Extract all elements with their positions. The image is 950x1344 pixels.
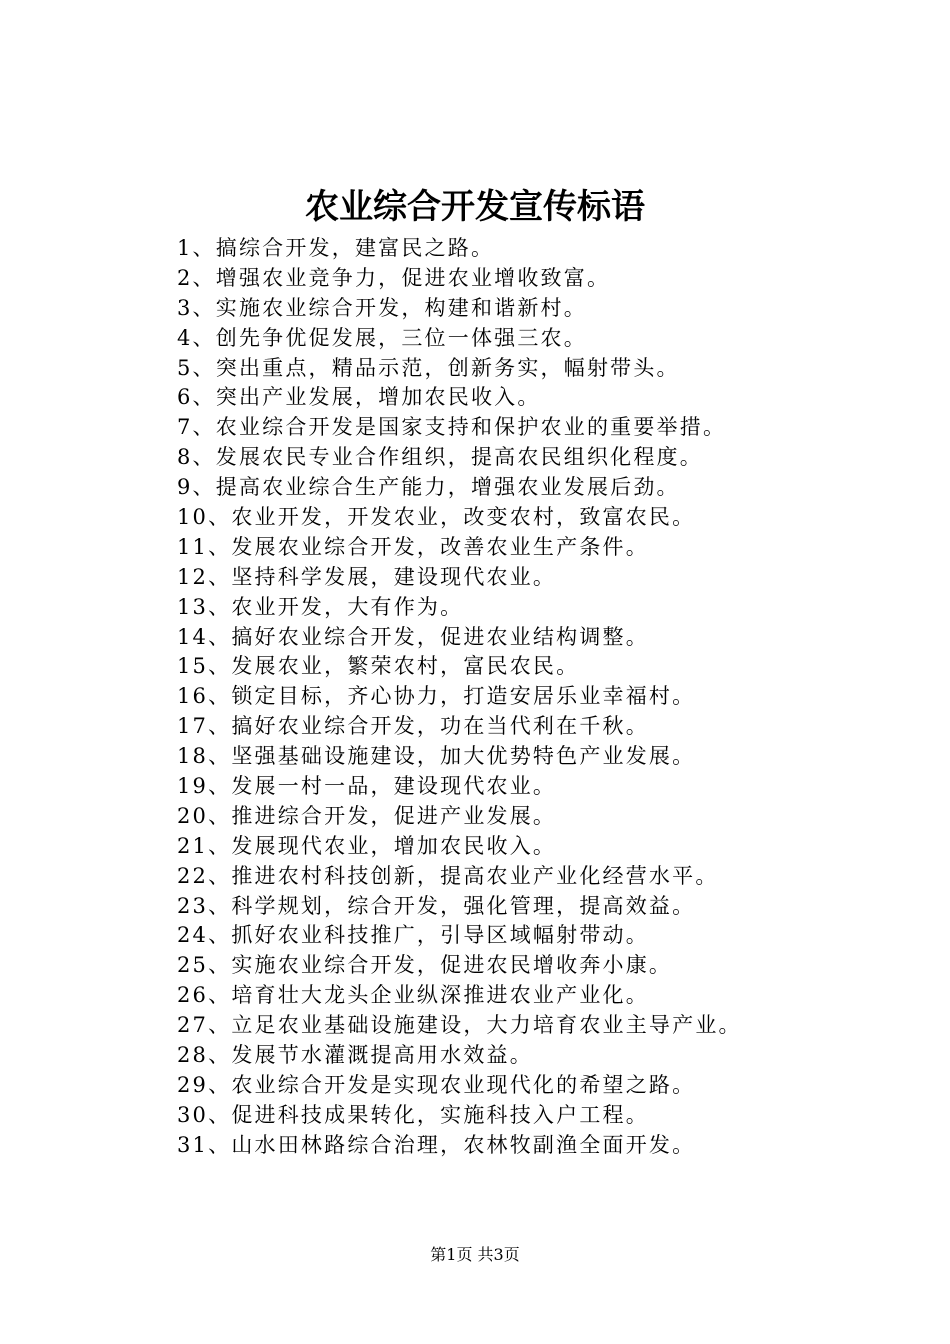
- list-item: 19、发展一村一品，建设现代农业。: [177, 774, 557, 799]
- list-item: 1、搞综合开发，建富民之路。: [177, 236, 495, 260]
- list-item: 31、山水田林路综合治理，农林牧副渔全面开发。: [177, 1132, 696, 1157]
- list-item: 7、农业综合开发是国家支持和保护农业的重要举措。: [177, 415, 727, 440]
- list-item: 12、坚持科学发展，建设现代农业。: [177, 564, 557, 589]
- list-item: 9、提高农业综合生产能力，增强农业发展后劲。: [177, 475, 680, 500]
- list-item: 3、实施农业综合开发，构建和谐新村。: [177, 295, 587, 320]
- list-item: 8、发展农民专业合作组织，提高农民组织化程度。: [177, 445, 703, 470]
- list-item: 13、农业开发，大有作为。: [177, 594, 464, 619]
- list-item: 15、发展农业，繁荣农村，富民农民。: [177, 654, 580, 679]
- list-item: 5、突出重点，精品示范，创新务实，幅射带头。: [177, 355, 680, 380]
- document-title: 农业综合开发宣传标语: [305, 187, 645, 227]
- list-item: 27、立足农业基础设施建设，大力培育农业主导产业。: [177, 1013, 742, 1038]
- list-item: 16、锁定目标，齐心协力，打造安居乐业幸福村。: [177, 684, 696, 709]
- list-item: 18、坚强基础设施建设，加大优势特色产业发展。: [177, 744, 696, 769]
- list-item: 22、推进农村科技创新，提高农业产业化经营水平。: [177, 863, 719, 888]
- list-item: 17、搞好农业综合开发，功在当代利在千秋。: [177, 714, 649, 739]
- list-item: 6、突出产业发展，增加农民收入。: [177, 385, 541, 410]
- list-item: 14、搞好农业综合开发，促进农业结构调整。: [177, 624, 649, 649]
- list-item: 10、农业开发，开发农业，改变农村，致富农民。: [177, 505, 696, 530]
- list-item: 29、农业综合开发是实现农业现代化的希望之路。: [177, 1072, 696, 1097]
- list-item: 26、培育壮大龙头企业纵深推进农业产业化。: [177, 983, 649, 1008]
- list-item: 21、发展现代农业，增加农民收入。: [177, 833, 557, 858]
- list-item: 30、促进科技成果转化，实施科技入户工程。: [177, 1102, 649, 1127]
- list-item: 20、推进综合开发，促进产业发展。: [177, 803, 557, 828]
- list-item: 2、增强农业竞争力，促进农业增收致富。: [177, 265, 611, 290]
- list-item: 28、发展节水灌溉提高用水效益。: [177, 1043, 533, 1068]
- slogan-list: [177, 234, 742, 1161]
- page-footer: 第1页 共3页: [430, 1245, 520, 1264]
- list-item: 24、抓好农业科技推广，引导区域幅射带动。: [177, 923, 649, 948]
- list-item: 11、发展农业综合开发，改善农业生产条件。: [177, 534, 649, 559]
- list-item: 25、实施农业综合开发，促进农民增收奔小康。: [177, 953, 673, 978]
- list-item: 4、创先争优促发展，三位一体强三农。: [177, 325, 587, 350]
- list-item: 23、科学规划，综合开发，强化管理，提高效益。: [177, 893, 696, 918]
